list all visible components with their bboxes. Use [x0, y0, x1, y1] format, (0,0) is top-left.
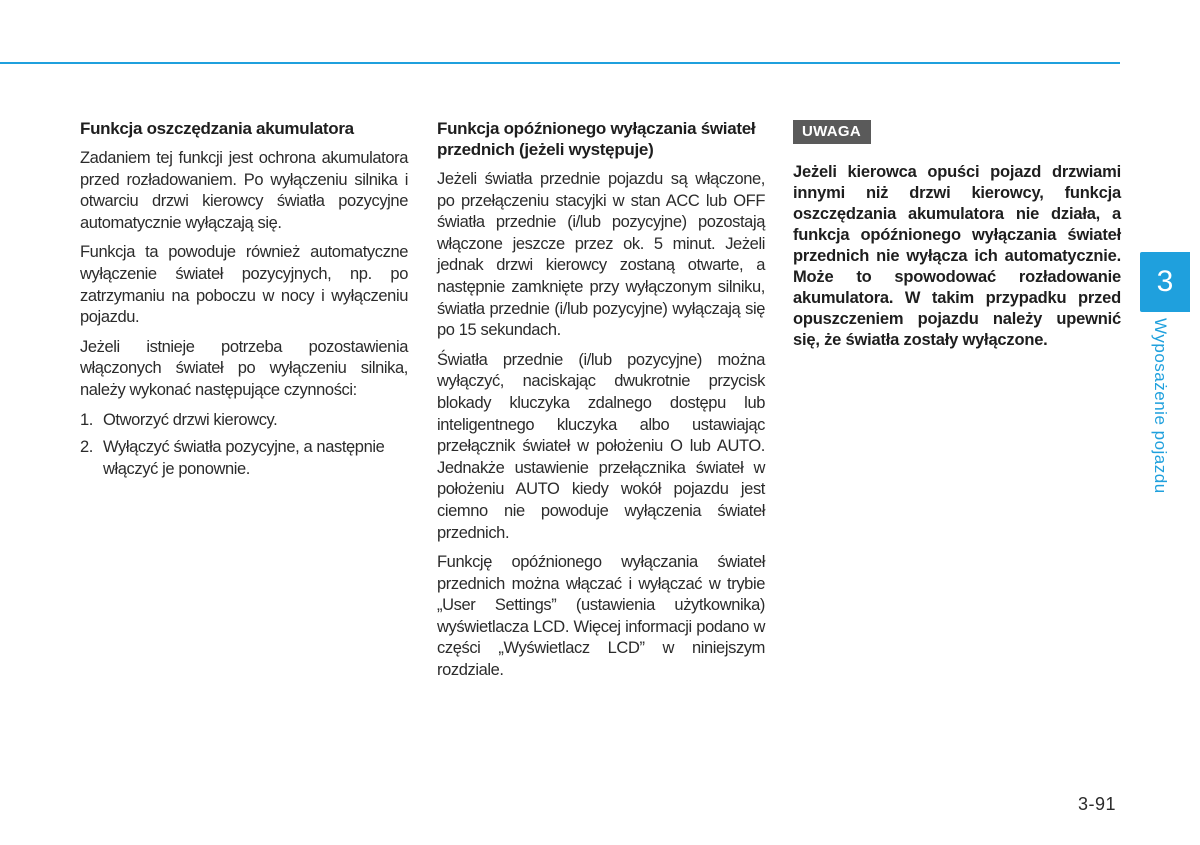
steps-list — [80, 410, 408, 481]
paragraph: Funkcję opóźnionego wyłączania świateł przednich można włączać i wyłączać w trybie „User Settings” (ustawienia użytkownika) wyświetlacza LCD. Więcej informacji podano w części „Wyświetlacz LCD” w niniejszym rozdziale. — [437, 553, 765, 680]
column-headlight-delay — [437, 114, 765, 690]
warning-badge: UWAGA — [793, 120, 871, 144]
step-number: 1. — [80, 410, 93, 429]
warning-text: Jeżeli kierowca opuści pojazd drzwiami innymi niż drzwi kierowcy, funkcja oszczędzania akumulatora nie działa, a funkcja opóźnionego wyłączania świateł przednich nie wyłącza ich automatycznie. Może to spowodować rozładowanie akumulatora. W takim przypadku przed opuszczeniem pojazdu należy upewnić się, że światła zostały wyłączone. — [793, 163, 1121, 349]
section-heading-headlight-delay: Funkcja opóźnionego wyłączania świateł przednich (jeżeli występuje) — [437, 119, 756, 159]
header-rule — [0, 62, 1120, 64]
section-heading-battery-saver: Funkcja oszczędzania akumulatora — [80, 119, 354, 138]
chapter-title: Wyposażenie pojazdu — [1151, 318, 1170, 494]
paragraph: Jeżeli światła przednie pojazdu są włączone, po przełączeniu stacyjki w stan ACC lub OFF światła przednie (i/lub pozycyjne) pozostają włączone jeszcze przez ok. 5 minut. Jeżeli jednak drzwi kierowcy zostaną otwarte, a następnie zamknięte przy wyłączonym silniku, światła przednie (i/lub pozycyjne) wyłączają się po 15 sekundach. — [437, 170, 765, 340]
step-text: Wyłączyć światła pozycyjne, a następnie włączyć je ponownie. — [103, 438, 385, 478]
list-item — [80, 410, 408, 432]
paragraph: Zadaniem tej funkcji jest ochrona akumulatora przed rozładowaniem. Po wyłączeniu silnika i otwarciu drzwi kierowcy światła pozycyjne automatycznie wyłączają się. — [80, 149, 408, 232]
column-battery-saver — [80, 114, 408, 486]
list-item — [80, 437, 408, 480]
paragraph: Światła przednie (i/lub pozycyjne) można wyłączyć, naciskając dwukrotnie przycisk blokady kluczyka zdalnego dostępu lub inteligentnego kluczyka albo ustawiając przełącznik świateł w położeniu O lub AUTO. Jednakże ustawienie przełącznika świateł w położeniu AUTO kiedy wokół pojazdu jest ciemno nie powoduje wyłączenia świateł przednich. — [437, 350, 765, 542]
column-warning — [793, 114, 1121, 351]
paragraph: Funkcja ta powoduje również automatyczne wyłączenie świateł pozycyjnych, np. po zatrzymaniu na poboczu w nocy i wyłączeniu pojazdu. — [80, 243, 408, 327]
page-number: 3-91 — [1078, 794, 1117, 814]
paragraph: Jeżeli istnieje potrzeba pozostawienia włączonych świateł po wyłączeniu silnika, należy wykonać następujące czynności: — [80, 337, 408, 399]
chapter-tab: 3 — [1140, 252, 1190, 312]
step-text: Otworzyć drzwi kierowcy. — [103, 410, 278, 429]
step-number: 2. — [80, 438, 93, 457]
